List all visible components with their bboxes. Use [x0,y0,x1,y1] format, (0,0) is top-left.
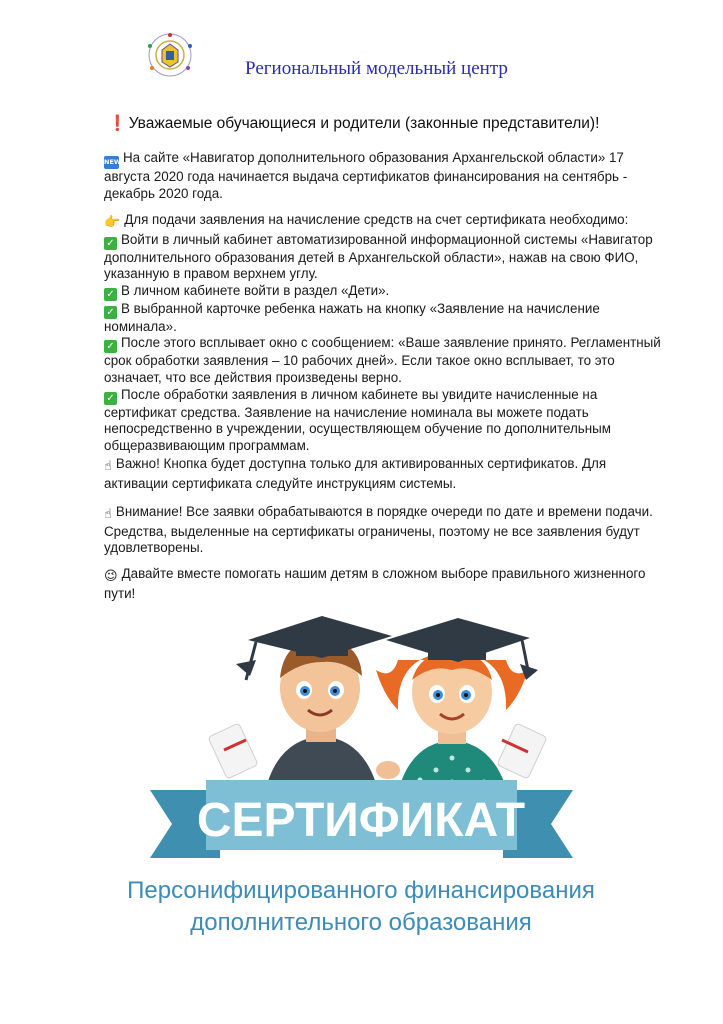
important-paragraph [104,456,670,492]
step-text: После этого всплывает окно с сообщением: «Ваше заявление принято. Регламентный срок обработки заявления – 10 рабочих дней». Если такое окно всплывает, то это означает, что все действия произведены верно. [104,335,661,385]
closing-text: Давайте вместе помогать нашим детям в сложном выборе правильного жизненного пути! [104,566,646,601]
check-mark-icon: ✓ [104,392,117,405]
new-icon: NEW [104,156,119,169]
step-item [104,283,670,301]
winking-face-icon: 😉 [104,569,118,584]
lead-text: Для подачи заявления на начисление средств на счет сертификата необходимо: [124,212,629,227]
intro-text: На сайте «Навигатор дополнительного образования Архангельской области» 17 августа 2020 года начинается выдача сертификатов финансирования на сентябрь - декабрь 2020 года. [104,150,628,201]
diploma-scroll-left [208,723,258,779]
certificate-illustration [0,600,723,950]
banner-title: СЕРТИФИКАТ [196,794,526,847]
intro-paragraph [104,150,670,202]
step-item [104,335,670,386]
step-text: В личном кабинете войти в раздел «Дети». [121,282,390,298]
check-mark-icon: ✓ [104,306,117,319]
step-item [104,387,670,455]
important-text: Важно! Кнопка будет доступна только для активированных сертификатов. Для активации сертификата следуйте инструкциям системы. [104,456,607,491]
joined-hands [376,761,400,779]
banner-subtitle-line2: дополнительного образования [190,909,532,936]
step-item [104,301,670,336]
check-mark-icon: ✓ [104,340,117,353]
org-title: Региональный модельный центр [245,58,508,79]
instructions-block [104,212,670,454]
page-heading [108,114,688,133]
step-text: После обработки заявления в личном кабинете вы увидите начисленные на сертификат средства. Заявление на начисление номинала вы можете подать непосредственно в учреждении, осуществляющем обучение по дополнительным общеразвивающим программам. [104,386,611,453]
exclamation-icon: ❗ [108,114,127,132]
heading-text: Уважаемые обучающиеся и родители (законные представители)! [128,115,600,132]
check-mark-icon: ✓ [104,288,117,301]
step-text: В выбранной карточке ребенка нажать на кнопку «Заявление на начисление номинала». [104,300,600,334]
attention-text: Внимание! Все заявки обрабатываются в порядке очереди по дате и времени подачи. Средства, выделенные на сертификаты ограничены, поэтому не все заявления будут удовлетворены. [104,504,653,556]
attention-paragraph [104,504,670,557]
diploma-scroll-right [497,723,547,779]
step-text: Войти в личный кабинет автоматизированной информационной системы «Навигатор дополнительного образования детей в Архангельской области», нажав на свою ФИО, указанную в правом верхнем углу. [104,231,653,282]
emblem-logo [142,32,198,78]
banner-subtitle-line1: Персонифицированного финансирования [127,877,595,904]
index-finger-up-icon: ☝ [104,459,112,474]
certificate-banner [150,780,573,858]
step-item [104,232,670,283]
closing-paragraph [104,566,670,602]
pointing-hand-icon: 👉 [104,215,121,230]
index-finger-up-icon: ☝ [104,507,112,522]
check-mark-icon: ✓ [104,237,117,250]
instructions-lead [104,212,670,232]
